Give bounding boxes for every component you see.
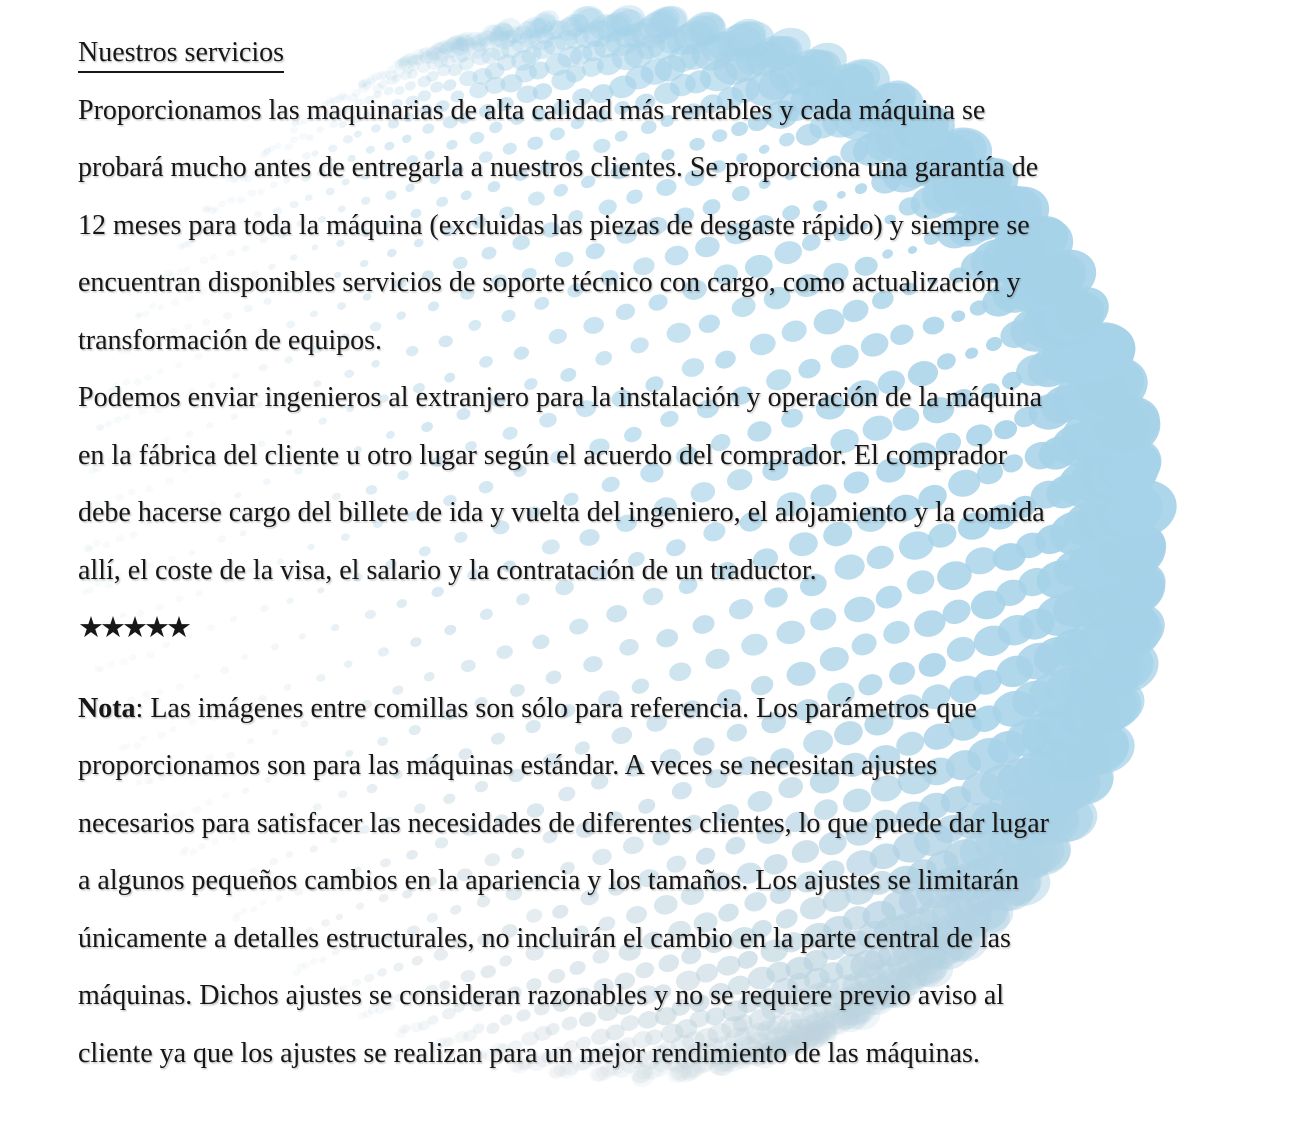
text-line: a algunos pequeños cambios en la apariencia y los tamaños. Los ajustes se limitarán	[78, 865, 1019, 896]
text-line: Proporcionamos las maquinarias de alta calidad más rentables y cada máquina se	[78, 94, 986, 126]
text-line: debe hacerse cargo del billete de ida y vuelta del ingeniero, el alojamiento y la comida	[78, 497, 1045, 528]
text-line: probará mucho antes de entregarla a nuestros clientes. Se proporciona una garantía de	[78, 152, 1039, 183]
text-line: allí, el coste de la visa, el salario y la contratación de un traductor.	[78, 554, 817, 586]
heading-line	[78, 24, 1230, 82]
paragraph-spacer	[78, 657, 1230, 680]
text-line: únicamente a detalles estructurales, no incluirán el cambio en la parte central de las	[78, 922, 1011, 954]
text-line: proporcionamos son para las máquinas estándar. A veces se necesitan ajustes	[78, 750, 938, 781]
note-first-line-text: : Las imágenes entre comillas son sólo para referencia. Los parámetros que	[135, 692, 977, 724]
note-label: Nota	[78, 692, 136, 724]
text-line: necesarios para satisfacer las necesidades de diferentes clientes, lo que puede dar lugar	[78, 807, 1049, 839]
text-line: máquinas. Dichos ajustes se consideran razonables y no se requiere previo aviso al	[78, 980, 1005, 1011]
paragraph-services	[78, 82, 1230, 370]
text-line: encuentran disponibles servicios de soporte técnico con cargo, como actualización y	[78, 267, 1021, 298]
text-line	[78, 680, 1230, 738]
paragraph-engineers	[78, 369, 1230, 599]
text-line: en la fábrica del cliente u otro lugar según el acuerdo del comprador. El comprador	[78, 439, 1008, 471]
text-line: 12 meses para toda la máquina (excluidas las piezas de desgaste rápido) y siempre se	[78, 209, 1030, 241]
paragraph-note	[78, 680, 1230, 1083]
text-line: Podemos enviar ingenieros al extranjero para la instalación y operación de la máquina	[78, 382, 1043, 413]
section-heading: Nuestros servicios	[78, 37, 284, 73]
text-line: cliente ya que los ajustes se realizan para un mejor rendimiento de las máquinas.	[78, 1037, 980, 1069]
rating-stars: ★★★★★	[78, 610, 188, 644]
text-line: transformación de equipos.	[78, 324, 383, 356]
